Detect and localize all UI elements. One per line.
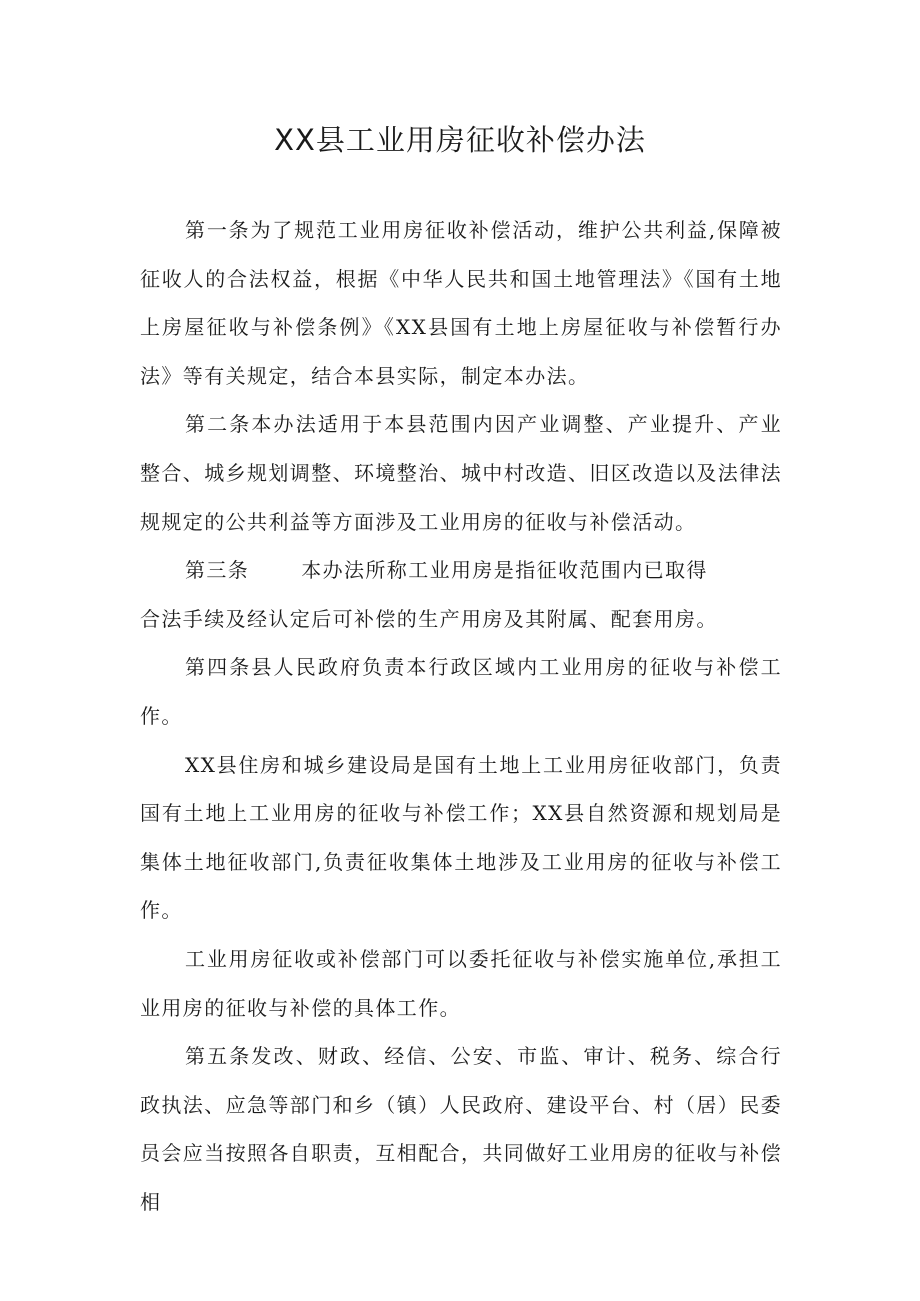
document-body — [140, 206, 782, 1226]
paragraph-article-3 — [140, 546, 782, 643]
article-3-label: 第三条 — [185, 558, 250, 583]
document-title: XX县工业用房征收补偿办法 — [274, 123, 646, 157]
paragraph-housing-bureau: XX县住房和城乡建设局是国有土地上工业用房征收部门，负责国有土地上工业用房的征收与补偿工作；XX县自然资源和规划局是集体土地征收部门,负责征收集体土地涉及工业用房的征收与补偿工作。 — [140, 752, 782, 923]
paragraph-article-5: 第五条发改、财政、经信、公安、市监、审计、税务、综合行政执法、应急等部门和乡（镇）人民政府、建设平台、村（居）民委员会应当按照各自职责，互相配合，共同做好工业用房的征收与补偿相 — [140, 1044, 782, 1214]
paragraph-article-4: 第四条县人民政府负责本行政区域内工业用房的征收与补偿工作。 — [140, 655, 782, 728]
article-3-line1-text: 本办法所称工业用房是指征收范围内已取得 — [301, 558, 708, 583]
paragraph-article-1: 第一条为了规范工业用房征收补偿活动，维护公共利益,保障被征收人的合法权益，根据《中华人民共和国土地管理法》《国有土地上房屋征收与补偿条例》《XX县国有土地上房屋征收与补偿暂行办法》等有关规定，结合本县实际，制定本办法。 — [140, 218, 782, 388]
paragraph-article-2: 第二条本办法适用于本县范围内因产业调整、产业提升、产业整合、城乡规划调整、环境整治、城中村改造、旧区改造以及法律法规规定的公共利益等方面涉及工业用房的征收与补偿活动。 — [140, 412, 782, 534]
paragraph-delegation: 工业用房征收或补偿部门可以委托征收与补偿实施单位,承担工业用房的征收与补偿的具体工作。 — [140, 946, 782, 1020]
article-3-first-line — [140, 546, 782, 595]
article-3-second-line: 合法手续及经认定后可补偿的生产用房及其附属、配套用房。 — [140, 606, 718, 631]
